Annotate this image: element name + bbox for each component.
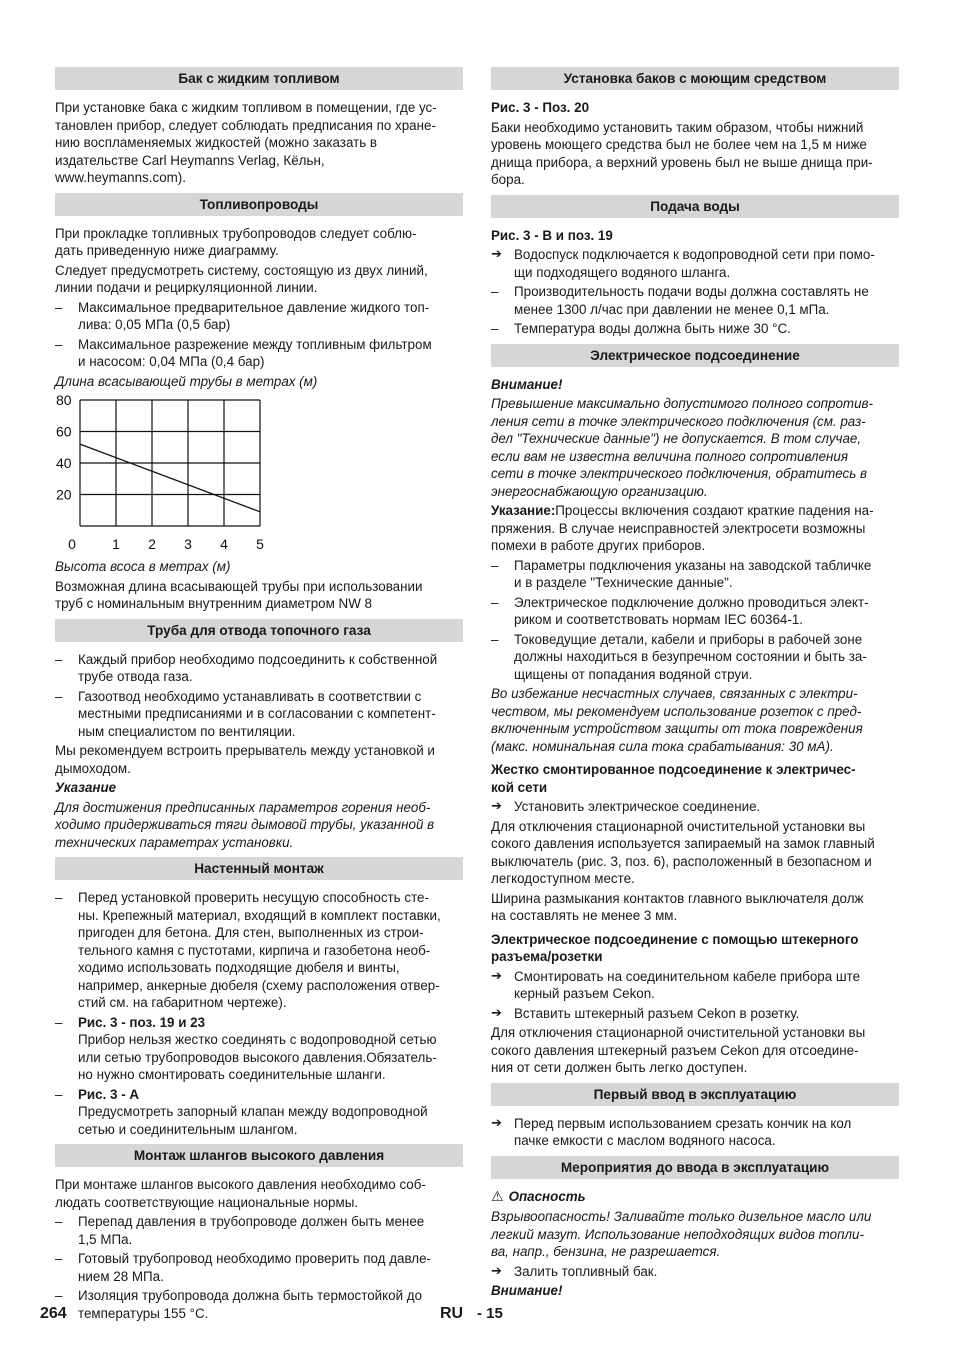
- bullet-list: [55, 1213, 463, 1322]
- warning-triangle-icon: ⚠: [491, 1188, 504, 1205]
- chart-y-tick-label: 80: [56, 394, 72, 408]
- fuel-tank-text: При установке бака с жидким топливом в помещении, где ус- тановлен прибор, следует соблюдать предписания по хране- нию воспламеняемых жидкостей (можно заказать в издательстве Carl Heymanns Verlag, Кёльн, www.heymanns.com).: [55, 100, 437, 185]
- list-item: – Каждый прибор необходимо подсоединить к собственной трубе отвода газа.: [55, 651, 463, 686]
- section-title: Топливопроводы: [55, 193, 463, 216]
- section-title: Установка баков с моющим средством: [491, 67, 899, 90]
- chart-y-tick-label: 60: [56, 423, 72, 440]
- section-title: Мероприятия до ввода в эксплуатацию: [491, 1156, 899, 1179]
- list-item: – Максимальное разрежение между топливным фильтром и насосом: 0,04 МПа (0,4 бар): [55, 336, 463, 371]
- attention-label: Внимание!: [491, 376, 563, 392]
- note-label: Указание: [55, 780, 117, 795]
- paragraph: При монтаже шлангов высокого давления необходимо соб- людать соответствующие национальные нормы.: [55, 1177, 426, 1210]
- bullet-list: [55, 299, 463, 371]
- bullet-list: [55, 651, 463, 741]
- figure-reference: Рис. 3 - B и поз. 19: [491, 227, 613, 243]
- bullet-list: [491, 968, 899, 1023]
- list-item: ➔ Перед первым использованием срезать кончик на кол пачке емкости с маслом водяного насоса.: [491, 1115, 899, 1150]
- list-item: – Перед установкой проверить несущую способность сте- ны. Крепежный материал, входящий в комплект поставки, пригоден для бетона. Для стен, выполненных из строи- тельного камня с пустотами, кирпича и газобетона необ- ходимо использовать подходящие дюбеля и винты, например, анкерные дюбеля (схему расположения отвер- стий см. на габаритном чертеже).: [55, 889, 463, 1012]
- chart-y-tick-label: 40: [56, 455, 72, 471]
- paragraph: При прокладке топливных трубопроводов следует соблю- дать приведенную ниже диаграмму.: [55, 225, 417, 258]
- danger-text: Взрывоопасность! Заливайте только дизельное масло или легкий мазут. Использование неподходящих видов топли- ва, напр., бензина, не разрешается.: [491, 1209, 872, 1259]
- list-item: – Температура воды должна быть ниже 30 °C.: [491, 320, 899, 338]
- section-title: Настенный монтаж: [55, 857, 463, 880]
- left-column: [55, 67, 463, 1324]
- list-item: – Рис. 3 - поз. 19 и 23 Прибор нельзя жестко соединять с водопроводной сетью или сетью трубопроводов высокого давления.Обязатель- но нужно смонтировать соединительные шланги.: [55, 1014, 463, 1084]
- list-item: ➔ Водоспуск подключается к водопроводной сети при помо- щи подходящего водяного шланга.: [491, 246, 899, 281]
- list-item: – Токоведущие детали, кабели и приборы в рабочей зоне должны находиться в безупречном состоянии и быть за- щищены от попадания водяной струи.: [491, 631, 899, 684]
- paragraph: Возможная длина всасывающей трубы при использовании труб с номинальным внутренним диаметром NW 8: [55, 578, 423, 611]
- bullet-list: [491, 1263, 899, 1281]
- chart-series: [80, 444, 260, 512]
- sub-page-number: - 15: [477, 1305, 503, 1322]
- chart-series-line: [80, 444, 260, 512]
- list-item: – Максимальное предварительное давление жидкого топ- лива: 0,05 МПа (0,5 бар): [55, 299, 463, 334]
- paragraph: Мы рекомендуем встроить прерыватель между установкой и дымоходом.: [55, 743, 435, 776]
- chart-x-tick-labels: [68, 536, 264, 552]
- section-title: Монтаж шлангов высокого давления: [55, 1144, 463, 1167]
- chart-y-tick-labels: [56, 394, 72, 503]
- list-item: – Параметры подключения указаны на заводской табличке и в разделе "Технические данные".: [491, 557, 899, 592]
- section-title: Бак с жидким топливом: [55, 67, 463, 90]
- chart-x-tick-label: 0: [68, 536, 76, 552]
- subsection-title: Жестко смонтированное подсоединение к электричес- кой сети: [491, 762, 856, 795]
- bullet-list: [491, 798, 899, 816]
- attention-label: Внимание!: [491, 1283, 563, 1298]
- paragraph: Ширина размыкания контактов главного выключателя долж на составлять не менее 3 мм.: [491, 890, 864, 923]
- chart-grid: [80, 400, 260, 526]
- list-item: ➔ Смонтировать на соединительном кабеле прибора ште керный разъем Cekon.: [491, 968, 899, 1003]
- list-item: ➔ Вставить штекерный разъем Cekon в розетку.: [491, 1005, 899, 1023]
- note-text: Указание:Процессы включения создают краткие падения на- пряжения. В случае неисправностей электросети возможны помехи в работе других приборов.: [491, 503, 874, 553]
- chart-x-tick-label: 2: [148, 536, 156, 552]
- suction-chart: [55, 394, 275, 556]
- bullet-list: [491, 246, 899, 338]
- chart-caption-bottom: Высота всоса в метрах (м): [55, 559, 231, 574]
- list-item: – Готовый трубопровод необходимо проверить под давле- нием 28 МПа.: [55, 1250, 463, 1285]
- bullet-list: [55, 889, 463, 1138]
- subsection-title: Электрическое подсоединение с помощью штекерного разъема/розетки: [491, 931, 859, 964]
- paragraph: Баки необходимо установить таким образом, чтобы нижний уровень моющего средства был не более чем на 1,5 м ниже днища прибора, а верхний уровень был не выше днища при- бора.: [491, 119, 873, 187]
- list-item: – Газоотвод необходимо устанавливать в соответствии с местными предписаниями и в согласовании с компетент- ным специалистом по вентиляции.: [55, 688, 463, 741]
- chart-x-tick-label: 3: [184, 536, 192, 552]
- bullet-list: [491, 1115, 899, 1150]
- section-title: Труба для отвода топочного газа: [55, 619, 463, 642]
- list-item: ➔ Залить топливный бак.: [491, 1263, 899, 1281]
- paragraph: Следует предусмотреть систему, состоящую из двух линий, линии подачи и рециркуляционной линии.: [55, 262, 428, 295]
- chart-x-tick-label: 4: [220, 536, 228, 552]
- right-column: [491, 67, 899, 1302]
- list-item: – Перепад давления в трубопроводе должен быть менее 1,5 МПа.: [55, 1213, 463, 1248]
- list-item: – Электрическое подключение должно проводиться элект- риком и соответствовать нормам IEC 60364-1.: [491, 594, 899, 629]
- language-code: RU: [440, 1305, 464, 1322]
- safety-advice: Во избежание несчастных случаев, связанных с электри- чеством, мы рекомендуем использование розеток с пред- включенным устройством защиты от тока повреждения (макс. номинальная сила тока срабатывания: 30 мА).: [491, 686, 863, 754]
- paragraph: Для отключения стационарной очистительной установки вы сокого давления штекерный разъем Cekon для отсоедине- ния от сети должен быть легко доступен.: [491, 1025, 866, 1075]
- bullet-list: [491, 557, 899, 684]
- chart-y-tick-label: 20: [56, 486, 72, 503]
- section-title: Электрическое подсоединение: [491, 344, 899, 367]
- page-number: 264: [40, 1305, 67, 1322]
- danger-label: ⚠ Опасность: [491, 1188, 586, 1205]
- attention-text: Превышение максимально допустимого полного сопротив- ления сети в точке электрического подключения (см. раз- дел "Технические данные") не допускается. В том случае, если вам не известна величина полного сопротивления сети в точке электрического подключения, обратитесь в энергоснабжающую организацию.: [491, 396, 873, 499]
- list-item: – Рис. 3 - A Предусмотреть запорный клапан между водопроводной сетью и соединительным шлангом.: [55, 1086, 463, 1139]
- section-title: Первый ввод в эксплуатацию: [491, 1083, 899, 1106]
- list-item: ➔ Установить электрическое соединение.: [491, 798, 899, 816]
- chart-x-tick-label: 5: [256, 536, 264, 552]
- paragraph: Для отключения стационарной очистительной установки вы сокого давления используется запираемый на замок главный выключатель (рис. 3, поз. 6), расположенный в безопасном и легкодоступном месте.: [491, 818, 875, 886]
- chart-caption-top: Длина всасывающей трубы в метрах (м): [55, 373, 318, 389]
- figure-reference: Рис. 3 - Поз. 20: [491, 100, 590, 115]
- list-item: – Изоляция трубопровода должна быть термостойкой до температуры 155 °C.: [55, 1287, 463, 1322]
- list-item: – Производительность подачи воды должна составлять не менее 1300 л/час при давлении не менее 0,1 мПа.: [491, 283, 899, 318]
- section-title: Подача воды: [491, 195, 899, 218]
- note-text: Для достижения предписанных параметров горения необ- ходимо придерживаться тяги дымовой трубы, указанной в технических параметрах установки.: [55, 799, 435, 850]
- chart-x-tick-label: 1: [112, 536, 120, 552]
